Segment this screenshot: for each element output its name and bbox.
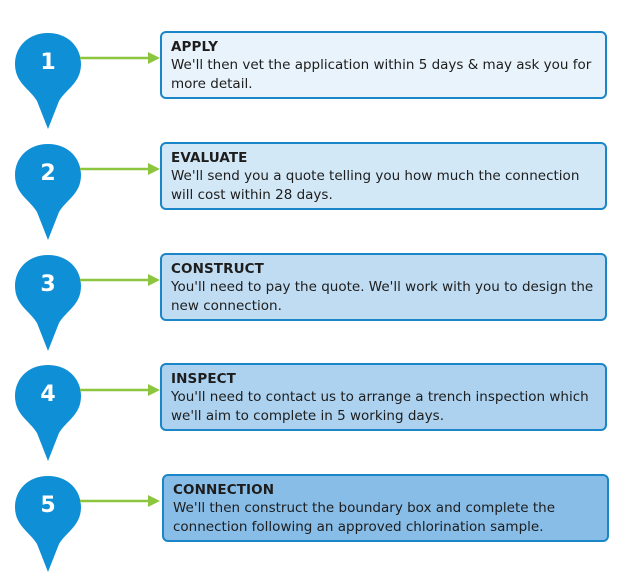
step-title: EVALUATE <box>171 150 248 166</box>
step-inspect <box>0 363 629 474</box>
step-title: CONSTRUCT <box>171 261 264 277</box>
step-title: CONNECTION <box>173 482 275 498</box>
step-description: You'll need to contact us to arrange a trench inspection which we'll aim to complete in 5 working days. <box>171 389 589 424</box>
step-card <box>162 474 609 542</box>
map-pin-icon <box>12 253 84 353</box>
step-description: You'll need to pay the quote. We'll work with you to design the new connection. <box>171 279 594 314</box>
map-pin-icon <box>12 474 84 574</box>
step-number: 1 <box>40 49 56 75</box>
arrow-right-icon <box>80 273 164 287</box>
step-construct <box>0 253 629 364</box>
step-card <box>160 253 607 321</box>
arrow-right-icon <box>80 51 164 65</box>
step-title: APPLY <box>171 39 219 55</box>
step-number: 4 <box>40 381 56 407</box>
step-number: 3 <box>40 271 56 297</box>
step-description: We'll then construct the boundary box and complete the connection following an approved chlorination sample. <box>173 500 555 535</box>
step-title: INSPECT <box>171 371 236 387</box>
step-description: We'll send you a quote telling you how much the connection will cost within 28 days. <box>171 168 580 203</box>
map-pin-icon <box>12 142 84 242</box>
step-card <box>160 31 607 99</box>
step-number: 5 <box>40 492 56 518</box>
step-number: 2 <box>40 160 56 186</box>
map-pin-icon <box>12 363 84 463</box>
arrow-right-icon <box>80 494 164 508</box>
step-connection <box>0 474 629 585</box>
step-description: We'll then vet the application within 5 days & may ask you for more detail. <box>171 57 592 92</box>
step-card <box>160 363 607 431</box>
step-apply <box>0 31 629 142</box>
step-card <box>160 142 607 210</box>
map-pin-icon <box>12 31 84 131</box>
step-evaluate <box>0 142 629 253</box>
arrow-right-icon <box>80 383 164 397</box>
arrow-right-icon <box>80 162 164 176</box>
